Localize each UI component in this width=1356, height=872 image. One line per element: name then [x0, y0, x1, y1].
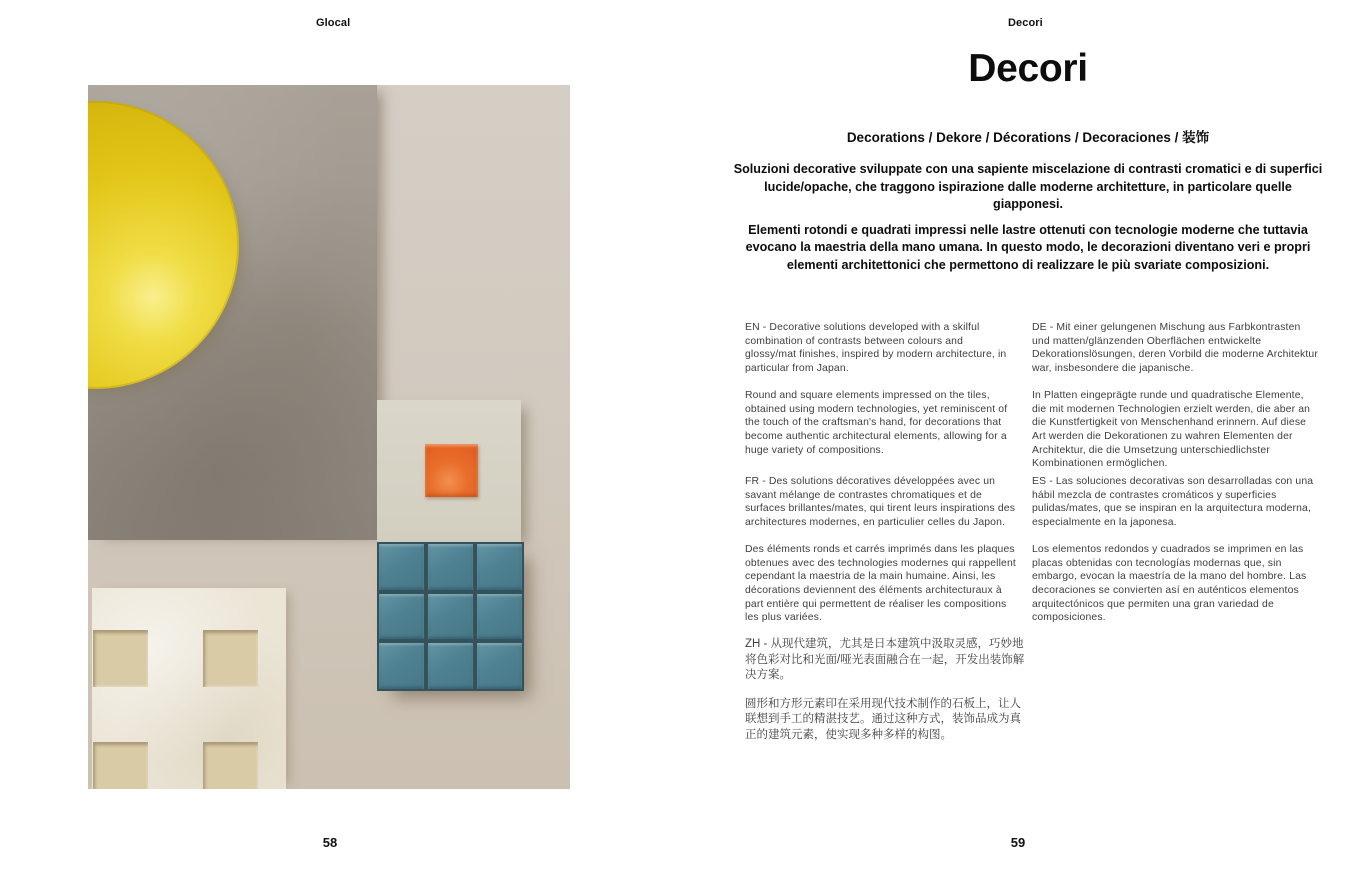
teal-tile-cell	[379, 643, 424, 689]
teal-tile-cell	[477, 594, 522, 640]
waffle-inset-square	[203, 630, 258, 687]
fr-paragraph-1: FR - Des solutions décoratives développées avec un savant mélange de contrastes chromatiques et de surfaces brillantes/mates, qui tirent leurs inspirations des architectures modernes, en particulier celles du Japon.	[745, 476, 1016, 529]
de-paragraph-2: In Platten eingeprägte runde und quadratische Elemente, die mit modernen Technologien erzielt werden, die aber an die Kunstfertigkeit von Menschenhand erinnern. Auf diese Art werden die Dekorationen zu wahren Elementen der Architektur, die die Umsetzung unterschiedlichster Kombinationen ermöglichen.	[1032, 389, 1311, 470]
waffle-inset-square	[93, 742, 148, 789]
waffle-relief-tile	[92, 588, 286, 789]
de-paragraph-1: DE - Mit einer gelungenen Mischung aus Farbkontrasten und matten/glänzenden Oberflächen entwickelte Dekorationslösungen, deren Vorbild die moderne Architektur war, insbesondere die japanische.	[1032, 322, 1318, 375]
orange-gloss-square-decor	[425, 444, 478, 497]
teal-tile-cell	[477, 544, 522, 590]
page-number-left: 58	[322, 835, 338, 850]
cream-tile-with-orange-decor	[377, 400, 521, 542]
waffle-inset-square	[203, 742, 258, 789]
en-paragraph-2: Round and square elements impressed on the tiles, obtained using modern technologies, yet reminiscent of the touch of the craftsman's hand, for decorations that become authentic architectural elements, allowing for a huge variety of compositions.	[745, 389, 1008, 456]
product-photo	[88, 85, 570, 789]
page-number-right: 59	[1010, 835, 1026, 850]
intro-italian	[733, 161, 1323, 283]
teal-tile-cell	[379, 544, 424, 590]
running-header-left: Glocal	[316, 17, 351, 29]
teal-tile-cell	[477, 643, 522, 689]
text-block-en	[745, 321, 1013, 470]
teal-tile-cell	[428, 544, 473, 590]
text-block-fr	[745, 475, 1021, 638]
running-header-right: Decori	[1008, 17, 1043, 29]
es-paragraph-1: ES - Las soluciones decorativas son desarrolladas con una hábil mezcla de contrastes cromáticos y superficies pulidas/mates, que se inspiran en la arquitectura moderna, especialmente en la japonesa.	[1032, 476, 1314, 529]
text-block-es	[1032, 475, 1320, 638]
intro-paragraph-1: Soluzioni decorative sviluppate con una sapiente miscelazione di contrasti cromatici e di superfici lucide/opache, che traggono ispirazione dalle moderne architetture, in particolare quelle giapponesi.	[733, 162, 1323, 212]
teal-tile-cell	[428, 594, 473, 640]
fr-paragraph-2: Des éléments ronds et carrés imprimés dans les plaques obtenues avec des technologies modernes qui rappellent cependant la maestria de la main humaine. Ainsi, les décorations deviennent des éléments architecturaux à part entière qui permettent de réaliser les compositions les plus variées.	[745, 543, 1016, 624]
page-title: Decori	[968, 47, 1088, 90]
teal-mosaic-grid	[377, 542, 524, 691]
es-paragraph-2: Los elementos redondos y cuadrados se imprimen en las placas obtenidas con tecnologías modernas que, sin embargo, evocan la maestría de la mano del hombre. Las decoraciones se convierten así en auténticos elementos arquitectónicos que permiten una gran variedad de composiciones.	[1032, 543, 1307, 624]
zh-paragraph-2: 圆形和方形元素印在采用现代技术制作的石板上，让人联想到手工的精湛技艺。通过这种方式，装饰品成为真正的建筑元素，使实现多种多样的构图。	[745, 697, 1021, 741]
subtitle-translations: Decorations / Dekore / Décorations / Decoraciones / 装饰	[846, 130, 1210, 145]
waffle-inset-square	[93, 630, 148, 687]
text-block-zh	[745, 637, 1027, 757]
zh-paragraph-1: ZH - 从现代建筑，尤其是日本建筑中汲取灵感，巧妙地将色彩对比和光面/哑光表面融合在一起，开发出装饰解决方案。	[745, 638, 1025, 682]
intro-paragraph-2: Elementi rotondi e quadrati impressi nelle lastre ottenuti con tecnologie moderne che tuttavia evocano la maestria della mano umana. In questo modo, le decorazioni diventano veri e propri elementi architettonici che permettono di realizzare le più svariate composizioni.	[745, 222, 1311, 272]
teal-tile-cell	[428, 643, 473, 689]
teal-tile-cell	[379, 594, 424, 640]
en-paragraph-1: EN - Decorative solutions developed with a skilful combination of contrasts between colours and glossy/mat finishes, inspired by modern architecture, in particular from Japan.	[745, 322, 1007, 375]
text-block-de	[1032, 321, 1320, 484]
